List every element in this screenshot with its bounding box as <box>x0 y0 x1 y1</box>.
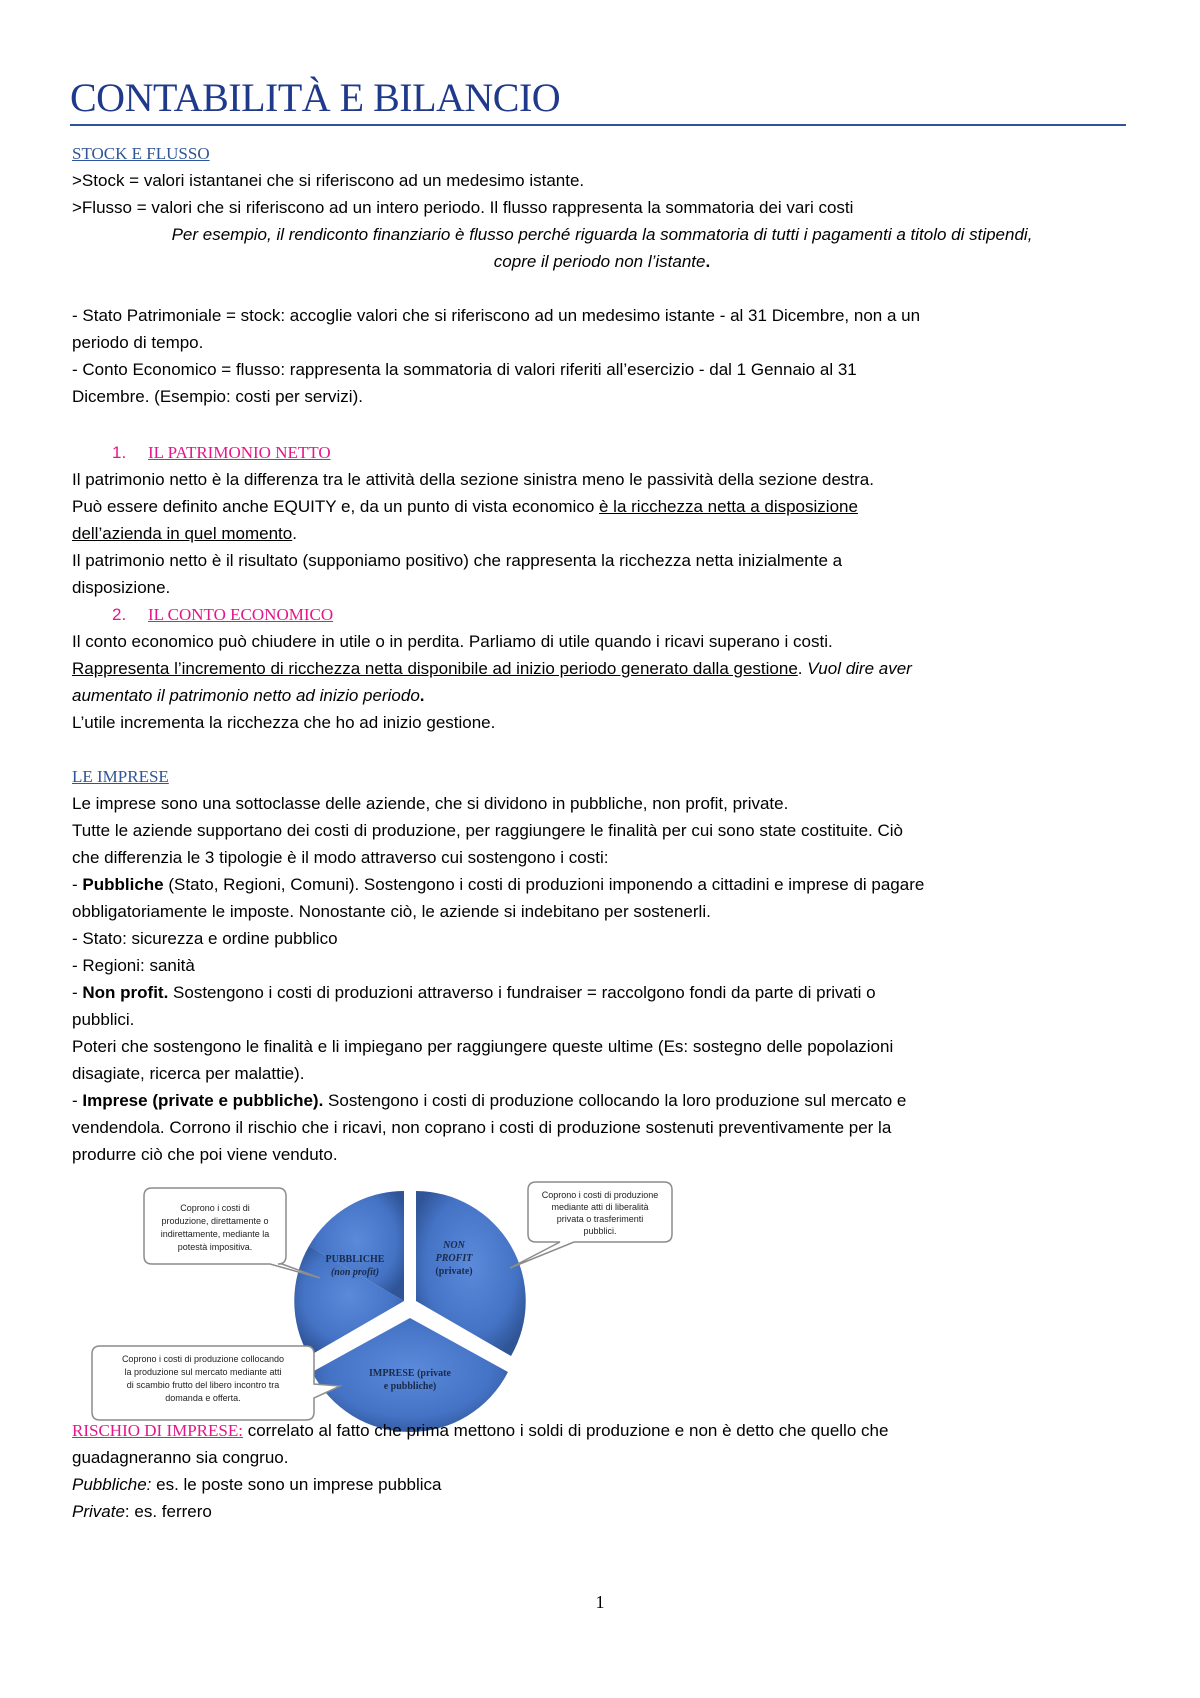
callout-imprese-line-3: di scambio frutto del libero incontro tra <box>126 1380 280 1390</box>
imprese-private-line-3: produrre ciò che poi viene venduto. <box>72 1145 338 1164</box>
rischio-line-2: guadagneranno sia congruo. <box>72 1448 289 1467</box>
callout-imprese-line-4: domanda e offerta. <box>165 1393 241 1403</box>
pubbliche-line-1: - Pubbliche (Stato, Regioni, Comuni). Sostengono i costi di produzioni imponendo a cittadini e imprese di pagare <box>72 875 925 894</box>
label-nonprofit-1: NON <box>443 1240 465 1251</box>
callout-pubbliche-line-3: indirettamente, mediante la <box>160 1229 270 1239</box>
title-underline <box>70 124 1126 126</box>
callout-nonprofit-line-4: pubblici. <box>583 1226 617 1236</box>
pn-line-4: Il patrimonio netto è il risultato (supponiamo positivo) che rappresenta la ricchezza netta inizialmente a <box>72 551 843 570</box>
imprese-private-line-2: vendendola. Corrono il rischio che i ricavi, non coprano i costi di produzione sostenuti preventivamente per la <box>72 1118 892 1137</box>
page-number: 1 <box>595 1592 605 1612</box>
stato-patrimoniale-line-1: - Stato Patrimoniale = stock: accoglie valori che si riferiscono ad un medesimo istante - al 31 Dicembre, non a un <box>72 306 921 325</box>
example-line-2: copre il periodo non l’istante. <box>493 252 711 271</box>
section-stock-flusso <box>72 140 1132 410</box>
list-number-2: 2. <box>112 605 127 624</box>
pn-line-5: disposizione. <box>72 578 171 597</box>
section-rischio <box>72 1417 1132 1525</box>
pn-line-1: Il patrimonio netto è la differenza tra le attività della sezione sinistra meno le passività della sezione destra. <box>72 470 874 489</box>
rischio-line-1: RISCHIO DI IMPRESE: correlato al fatto che prima mettono i soldi di produzione e non è detto che quello che <box>72 1421 889 1440</box>
heading-imprese: LE IMPRESE <box>72 767 169 786</box>
poteri-line-1: Poteri che sostengono le finalità e li impiegano per raggiungere queste ultime (Es: sostegno delle popolazioni <box>72 1037 894 1056</box>
callout-imprese-line-1: Coprono i costi di produzione collocando <box>121 1354 285 1364</box>
rischio-private: Private: es. ferrero <box>72 1502 212 1521</box>
section-patrimonio-netto <box>72 439 1132 601</box>
page-title: CONTABILITÀ E BILANCIO <box>70 75 561 120</box>
example-line-1: Per esempio, il rendiconto finanziario è flusso perché riguarda la sommatoria di tutti i pagamenti a titolo di stipendi, <box>171 225 1033 244</box>
conto-economico-line-1: - Conto Economico = flusso: rappresenta la sommatoria di valori riferiti all’esercizio - dal 1 Gennaio al 31 <box>72 360 857 379</box>
ce-line-3: aumentato il patrimonio netto ad inizio periodo. <box>72 686 425 705</box>
label-pubbliche-2: (non profit) <box>330 1267 380 1278</box>
callout-pubbliche-line-4: potestà impositiva. <box>177 1242 253 1252</box>
stock-definition: >Stock = valori istantanei che si riferiscono ad un medesimo istante. <box>72 171 585 190</box>
nonprofit-line-2: pubblici. <box>72 1010 135 1029</box>
label-nonprofit-2: PROFIT <box>435 1253 473 1264</box>
ce-line-1: Il conto economico può chiudere in utile o in perdita. Parliamo di utile quando i ricavi superano i costi. <box>72 632 833 651</box>
stato-patrimoniale-line-2: periodo di tempo. <box>72 333 204 352</box>
pubbliche-line-2: obbligatoriamente le imposte. Nonostante ciò, le aziende si indebitano per sostenerli. <box>72 902 711 921</box>
label-pubbliche-1: PUBBLICHE <box>325 1254 385 1265</box>
callout-nonprofit-line-3: privata o trasferimenti <box>556 1214 644 1224</box>
callout-pubbliche-line-2: produzione, direttamente o <box>161 1216 269 1226</box>
imprese-line-3: che differenzia le 3 tipologie è il modo attraverso cui sostengono i costi: <box>72 848 609 867</box>
label-imprese-1: IMPRESE (private <box>369 1368 451 1379</box>
flusso-definition: >Flusso = valori che si riferiscono ad un intero periodo. Il flusso rappresenta la sommatoria dei vari costi <box>72 198 854 217</box>
heading-conto-economico: IL CONTO ECONOMICO <box>148 605 334 624</box>
section-imprese <box>72 763 1132 1168</box>
heading-rischio: RISCHIO DI IMPRESE: <box>72 1421 243 1440</box>
rischio-pubbliche: Pubbliche: es. le poste sono un imprese pubblica <box>72 1475 442 1494</box>
conto-economico-line-2: Dicembre. (Esempio: costi per servizi). <box>72 387 363 406</box>
callout-nonprofit-line-2: mediante atti di liberalità <box>551 1202 649 1212</box>
imprese-line-1: Le imprese sono una sottoclasse delle aziende, che si dividono in pubbliche, non profit, private. <box>72 794 789 813</box>
pn-line-2: Può essere definito anche EQUITY e, da un punto di vista economico è la ricchezza netta a disposizione <box>72 497 858 516</box>
callout-nonprofit-line-1: Coprono i costi di produzione <box>541 1190 659 1200</box>
ce-line-2: Rappresenta l’incremento di ricchezza netta disponibile ad inizio periodo generato dalla gestione. Vuol dire aver <box>72 659 912 678</box>
label-nonprofit-3: (private) <box>435 1266 473 1277</box>
heading-stock-flusso: STOCK E FLUSSO <box>72 144 210 163</box>
ce-line-4: L’utile incrementa la ricchezza che ho ad inizio gestione. <box>72 713 496 732</box>
callout-pubbliche-line-1: Coprono i costi di <box>180 1203 250 1213</box>
section-conto-economico <box>72 601 1132 736</box>
stato-item: - Stato: sicurezza e ordine pubblico <box>72 929 338 948</box>
imprese-private-line-1: - Imprese (private e pubbliche). Sostengono i costi di produzione collocando la loro produzione sul mercato e <box>72 1091 907 1110</box>
imprese-line-2: Tutte le aziende supportano dei costi di produzione, per raggiungere le finalità per cui sono state costituite. Ciò <box>72 821 903 840</box>
heading-patrimonio-netto: IL PATRIMONIO NETTO <box>148 443 331 462</box>
callout-imprese-line-2: la produzione sul mercato mediante atti <box>124 1367 282 1377</box>
poteri-line-2: disagiate, ricerca per malattie). <box>72 1064 305 1083</box>
list-number-1: 1. <box>112 443 127 462</box>
pn-line-3: dell’azienda in quel momento. <box>72 524 297 543</box>
label-imprese-2: e pubbliche) <box>383 1381 437 1392</box>
regioni-item: - Regioni: sanità <box>72 956 195 975</box>
nonprofit-line-1: - Non profit. Sostengono i costi di produzioni attraverso i fundraiser = raccolgono fondi da parte di privati o <box>72 983 876 1002</box>
